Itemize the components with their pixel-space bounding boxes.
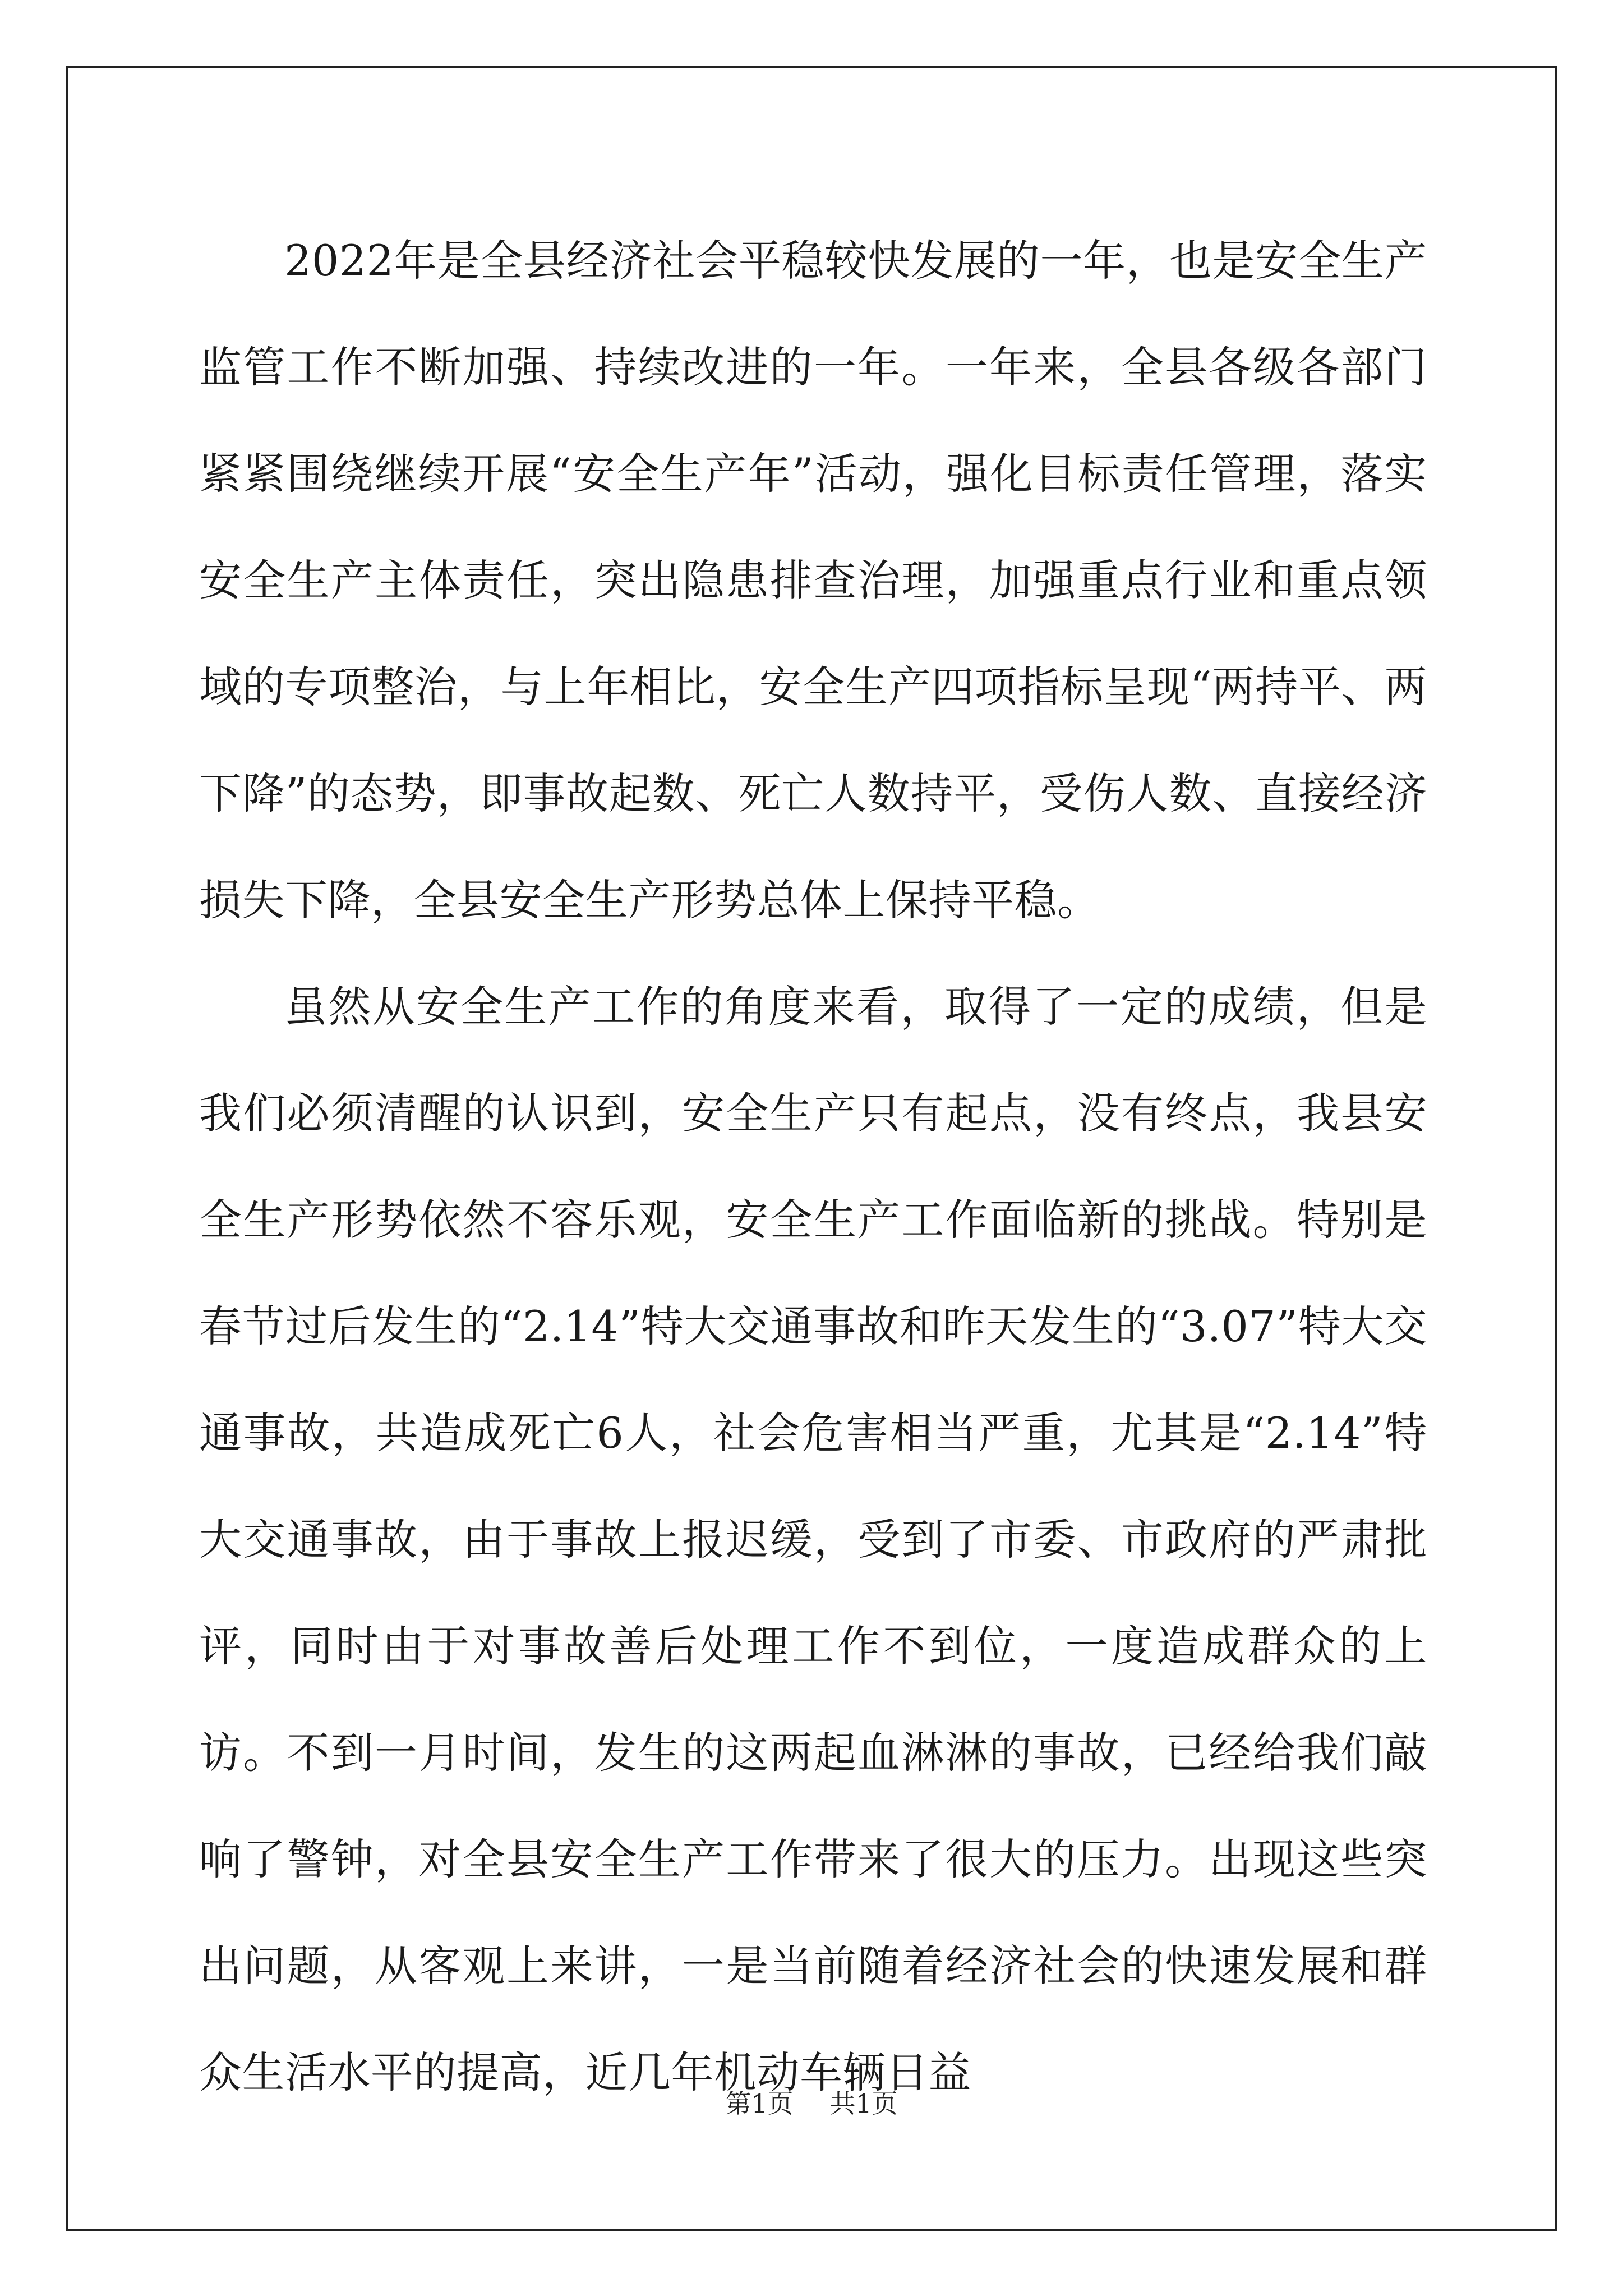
paragraph-2: 虽然从安全生产工作的角度来看，取得了一定的成绩，但是我们必须清醒的认识到，安全生产只有起点，没有终点，我县安全生产形势依然不容乐观，安全生产工作面临新的挑战。特别是春节过后发生的“2.14”特大交通事故和昨天发生的“3.07”特大交通事故，共造成死亡6人，社会危害相当严重，尤其是“2.14”特大交通事故，由于事故上报迟缓，受到了市委、市政府的严肃批评，同时由于对事故善后处理工作不到位，一度造成群众的上访。不到一月时间，发生的这两起血淋淋的事故，已经给我们敲响了警钟，对全县安全生产工作带来了很大的压力。出现这些突出问题，从客观上来讲，一是当前随着经济社会的快速发展和群众生活水平的提高，近几年机动车辆日益 (199, 982, 1427, 2097)
page-footer (0, 2087, 1623, 2120)
page-count: 共1页 (829, 2088, 898, 2119)
document-body (199, 208, 1427, 2126)
paragraph-1: 2022年是全县经济社会平稳较快发展的一年，也是安全生产监管工作不断加强、持续改进的一年。一年来，全县各级各部门紧紧围绕继续开展“安全生产年”活动，强化目标责任管理，落实安全生产主体责任，突出隐患排查治理，加强重点行业和重点领域的专项整治，与上年相比，安全生产四项指标呈现“两持平、两下降”的态势，即事故起数、死亡人数持平，受伤人数、直接经济损失下降，全县安全生产形势总体上保持平稳。 (199, 236, 1427, 925)
page-number: 第1页 (725, 2088, 794, 2119)
